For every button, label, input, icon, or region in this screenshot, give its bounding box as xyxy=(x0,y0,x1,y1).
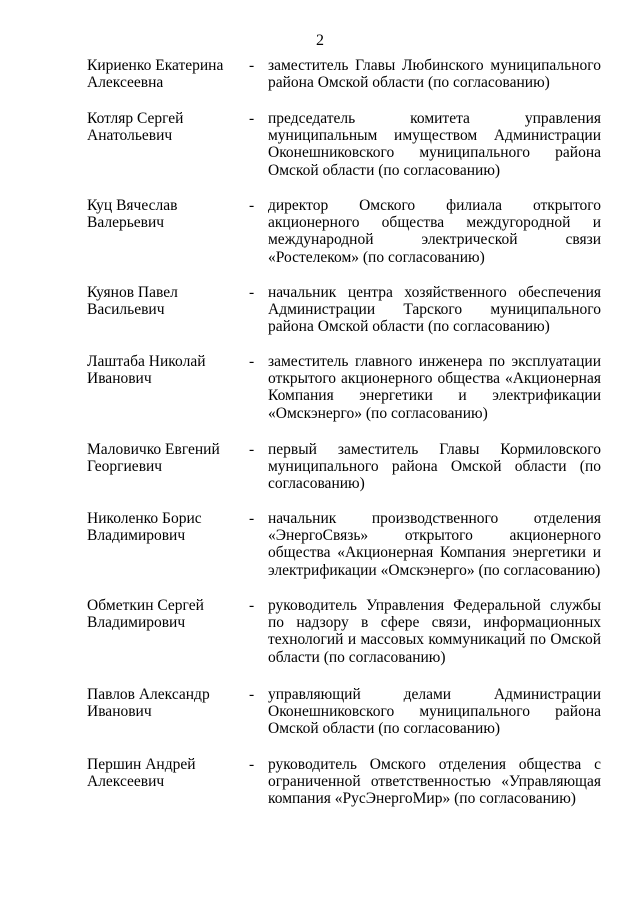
member-dash: - xyxy=(249,441,255,458)
member-name: Обметкин Сергей Владимирович xyxy=(87,597,204,632)
member-position: заместитель Главы Любинского муниципального района Омской области (по согласованию) xyxy=(268,57,601,92)
member-position: директор Омского филиала открытого акционерного общества междугородной и международной электрической связи «Ростелеком» (по согласованию) xyxy=(268,197,601,266)
member-position: руководитель Управления Федеральной службы по надзору в сфере связи, информационных технологий и массовых коммуникаций по Омской области (по согласованию) xyxy=(268,597,601,666)
member-name: Маловичко Евгений Георгиевич xyxy=(87,441,220,476)
member-dash: - xyxy=(249,597,255,614)
page-number: 2 xyxy=(316,32,324,49)
member-name: Куц Вячеслав Валерьевич xyxy=(87,197,178,232)
member-position: первый заместитель Главы Кормиловского муниципального района Омской области (по согласованию) xyxy=(268,441,601,493)
member-dash: - xyxy=(249,57,255,74)
member-name: Лаштаба Николай Иванович xyxy=(87,353,206,388)
member-dash: - xyxy=(249,756,255,773)
member-dash: - xyxy=(249,284,255,301)
member-name: Кириенко Екатерина Алексеевна xyxy=(87,57,224,92)
member-name: Павлов Александр Иванович xyxy=(87,686,210,721)
member-position: руководитель Омского отделения общества с ограниченной ответственностью «Управляющая компания «РусЭнергоМир» (по согласованию) xyxy=(268,756,601,808)
member-dash: - xyxy=(249,686,255,703)
member-dash: - xyxy=(249,510,255,527)
member-name: Николенко Борис Владимирович xyxy=(87,510,202,545)
member-position: заместитель главного инженера по эксплуатации открытого акционерного общества «Акционерная Компания энергетики и электрификации «Омскэнерго» (по согласованию) xyxy=(268,353,601,422)
member-name: Куянов Павел Васильевич xyxy=(87,284,178,319)
member-name: Першин Андрей Алексеевич xyxy=(87,756,196,791)
member-position: управляющий делами Администрации Оконешниковского муниципального района Омской области (по согласованию) xyxy=(268,686,601,738)
member-position: начальник центра хозяйственного обеспечения Администрации Тарского муниципального района Омской области (по согласованию) xyxy=(268,284,601,336)
member-dash: - xyxy=(249,197,255,214)
member-dash: - xyxy=(249,353,255,370)
member-dash: - xyxy=(249,110,255,127)
member-name: Котляр Сергей Анатольевич xyxy=(87,110,184,145)
member-position: начальник производственного отделения «ЭнергоСвязь» открытого акционерного общества «Акционерная Компания энергетики и электрификации «Омскэнерго» (по согласованию) xyxy=(268,510,601,579)
member-position: председатель комитета управления муниципальным имуществом Администрации Оконешниковского муниципального района Омской области (по согласованию) xyxy=(268,110,601,179)
